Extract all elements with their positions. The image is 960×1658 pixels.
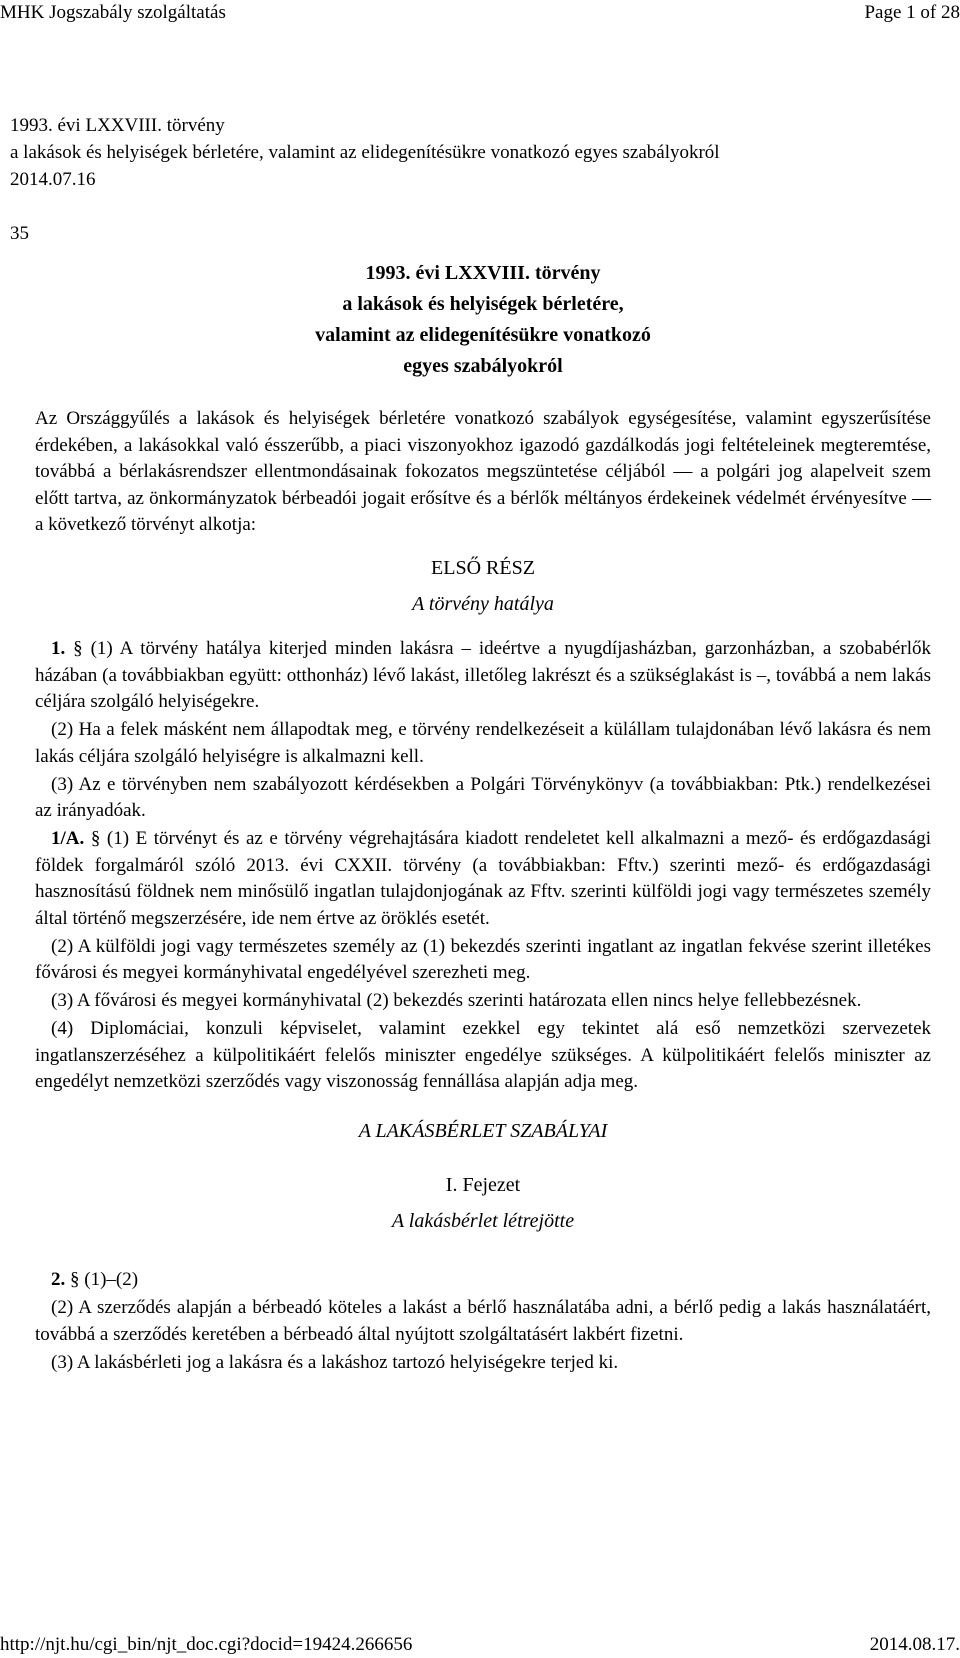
chapter-title: I. Fejezet — [445, 1174, 521, 1196]
preamble: Az Országgyűlés a lakások és helyiségek bérletére vonatkozó szabályok egységesítése, valamint egyszerűsítése érdekében, a lakásokkal való ésszerűbb, a piaci viszonyokhoz igazodó gazdálkodás jogi feltételeinek megteremtése, továbbá a bérlakásrendszer ellentmondásainak fokozatos megszüntetése céljából — a polgári jog alapelveit szem előtt tartva, az önkormányzatok bérbeadói jogait erősítve és a bérlők méltányos érdekeinek védelmét érvényesítve — a következő törvényt alkotja: — [35, 408, 931, 535]
section-2-paragraph-1 — [35, 1267, 931, 1294]
part-title: ELSŐ RÉSZ — [431, 557, 535, 579]
law-title-line-4: egyes szabályokról — [403, 355, 563, 377]
part-subtitle: A törvény hatálya — [412, 593, 554, 615]
summary-law-number: 1993. évi LXXVIII. törvény — [10, 115, 225, 136]
section-1a-paragraph-3: (3) A fővárosi és megyei kormányhivatal (2) bekezdés szerinti határozata ellen nincs helye fellebbezésnek. — [51, 990, 862, 1011]
section-1a-paragraph-1 — [35, 826, 931, 932]
document-number: 35 — [10, 223, 29, 244]
summary-date: 2014.07.16 — [10, 169, 96, 190]
section-2-text-1: (1)–(2) — [79, 1269, 139, 1290]
section-2-paragraph-3: (3) A lakásbérleti jog a lakásra és a lakáshoz tartozó helyiségekre terjed ki. — [51, 1351, 619, 1373]
summary-law-subject: a lakások és helyiségek bérletére, valamint az elidegenítésükre vonatkozó egyes szabályokról — [10, 142, 720, 163]
section-2-paragraph-2: (2) A szerződés alapján a bérbeadó köteles a lakást a bérlő használatába adni, a bérlő pedig a lakás használatáért, továbbá a szerződés keretében a bérbeadó által nyújtott szolgáltatásért lakbért fizetni. — [35, 1297, 931, 1345]
section-1-text-1: (1) A törvény hatálya kiterjed minden lakásra – ideértve a nyugdíjasházban, garzonházban, a szobabérlők házában (a továbbiakban együtt: otthonház) lévő lakást, illetőleg lakrészt és a szükséglakást is –, továbbá a nem lakás céljára szolgáló helyiségekre. — [35, 638, 931, 712]
section-number: 1. — [51, 638, 66, 659]
law-body — [35, 406, 931, 1378]
print-footer-date: 2014.08.17. — [869, 1634, 960, 1655]
section-1a-paragraph-2: (2) A külföldi jogi vagy természetes személy az (1) bekezdés szerinti ingatlant az ingatlan fekvése szerint illetékes fővárosi és megyei kormányhivatal engedélyével szerezheti meg. — [35, 935, 931, 983]
document-summary — [10, 112, 720, 193]
law-title-line-2: a lakások és helyiségek bérletére, — [342, 293, 624, 315]
chapter-subtitle: A lakásbérlet létrejötte — [391, 1210, 575, 1232]
section-1a-paragraph-4: (4) Diplomáciai, konzuli képviselet, valamint ezekkel egy tekintet alá eső nemzetközi szervezetek ingatlanszerzéséhez a külpolitikáért felelős miniszter engedélye szükséges. A külpolitikáért felelős miniszter az engedélyt nemzetközi szerződés vagy viszonosság fennállása alapján adja meg. — [35, 1018, 931, 1092]
law-title-line-3: valamint az elidegenítésükre vonatkozó — [315, 324, 651, 346]
law-title — [35, 258, 931, 382]
section-number: 1/A. — [51, 828, 85, 849]
heading-lakasberlet: A LAKÁSBÉRLET SZABÁLYAI — [358, 1120, 608, 1142]
print-header-left: MHK Jogszabály szolgáltatás — [0, 2, 226, 23]
section-1a-text-1: (1) E törvényt és az e törvény végrehajtására kiadott rendeletet kell alkalmazni a mező- és erdőgazdasági földek forgalmáról szóló 2013. évi CXXII. törvény (a továbbiakban: Fftv.) szerinti mező- és erdőgazdasági hasznosítású földnek nem minősülő ingatlan tulajdonjogának az Fftv. szerinti külföldi jogi vagy természetes személy által történő megszerzésére, ide nem értve az öröklés esetét. — [35, 828, 932, 929]
section-1-paragraph-2: (2) Ha a felek másként nem állapodtak meg, e törvény rendelkezéseit a külállam tulajdonában lévő lakásra és nem lakás céljára szolgáló helyiségre is alkalmazni kell. — [35, 719, 931, 767]
section-1-paragraph-1 — [35, 636, 931, 716]
print-header-page-number: Page 1 of 28 — [864, 2, 960, 23]
section-number: 2. — [51, 1269, 66, 1290]
section-sign: § — [70, 1269, 80, 1290]
print-footer-url: http://njt.hu/cgi_bin/njt_doc.cgi?docid=19424.266656 — [0, 1634, 413, 1655]
section-1-paragraph-3: (3) Az e törvényben nem szabályozott kérdésekben a Polgári Törvénykönyv (a továbbiakban: Ptk.) rendelkezései az irányadóak. — [35, 773, 931, 821]
section-sign: § — [73, 638, 83, 659]
law-title-number: 1993. évi LXXVIII. törvény — [365, 262, 601, 284]
section-sign: § — [90, 828, 101, 849]
